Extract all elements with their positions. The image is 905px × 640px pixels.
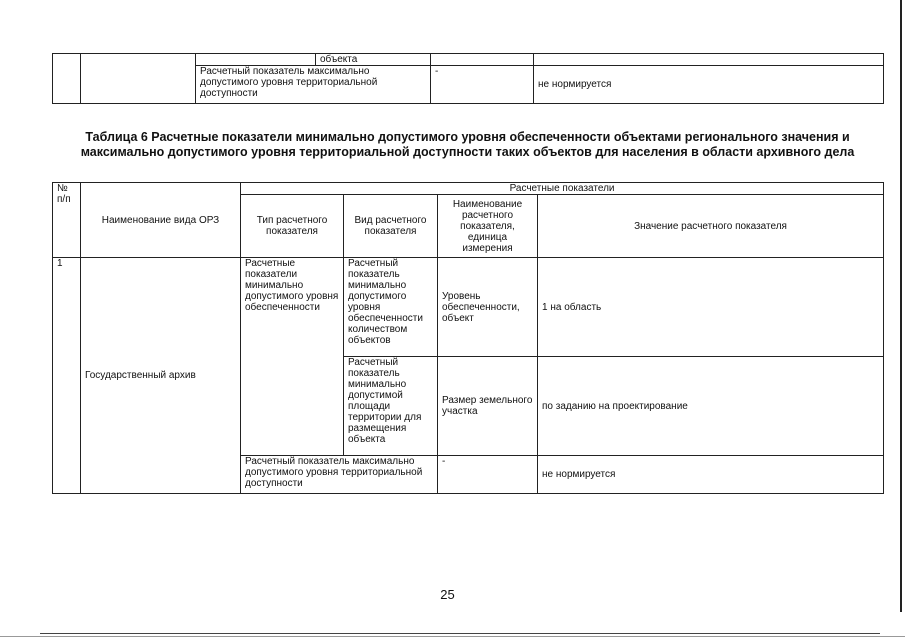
header-num: № п/п [53, 183, 81, 258]
indicator-value: не нормируется [538, 456, 884, 494]
indicator-type-min: Расчетные показатели минимально допустимого уровня обеспеченности [241, 258, 344, 456]
page-edge-right [900, 0, 902, 612]
table-cell: объекта [316, 54, 431, 66]
value-cell: не нормируется [534, 66, 884, 104]
indicator-value: по заданию на проектирование [538, 357, 884, 456]
previous-table-continuation [52, 53, 884, 104]
header-kind: Вид расчетного показателя [344, 195, 438, 258]
table-6 [52, 182, 884, 494]
unit-cell: - [431, 66, 534, 104]
table-cell [534, 54, 884, 66]
table-cell [81, 54, 196, 104]
table-row [53, 54, 884, 66]
page-number: 25 [440, 587, 455, 602]
header-unit: Наименование расчетного показателя, единица измерения [438, 195, 538, 258]
table-cell [196, 54, 316, 66]
indicator-kind: Расчетный показатель минимально допустимой площади территории для размещения объекта [344, 357, 438, 456]
header-name: Наименование вида ОРЗ [81, 183, 241, 258]
table-cell [431, 54, 534, 66]
indicator-kind: Расчетный показатель минимально допустимого уровня обеспеченности количеством объектов [344, 258, 438, 357]
page-edge-bottom [0, 636, 905, 637]
indicator-type-cell: Расчетный показатель максимально допустимого уровня территориальной доступности [196, 66, 431, 104]
indicator-unit: - [438, 456, 538, 494]
page-edge-bottom-line [40, 633, 880, 634]
table-title: Таблица 6 Расчетные показатели минимально допустимого уровня обеспеченности объектами регионального значения и максимально допустимого уровня территориальной доступности таких объектов для населения в области архивного дела [80, 130, 855, 159]
orz-name: Государственный архив [81, 258, 241, 494]
header-row [53, 183, 884, 195]
table-cell [53, 54, 81, 104]
row-number: 1 [53, 258, 81, 494]
indicator-value: 1 на область [538, 258, 884, 357]
indicator-unit: Размер земельного участка [438, 357, 538, 456]
header-group: Расчетные показатели [241, 183, 884, 195]
indicator-type-max: Расчетный показатель максимально допустимого уровня территориальной доступности [241, 456, 438, 494]
indicator-unit: Уровень обеспеченности, объект [438, 258, 538, 357]
header-value: Значение расчетного показателя [538, 195, 884, 258]
table-row [53, 258, 884, 357]
header-type: Тип расчетного показателя [241, 195, 344, 258]
